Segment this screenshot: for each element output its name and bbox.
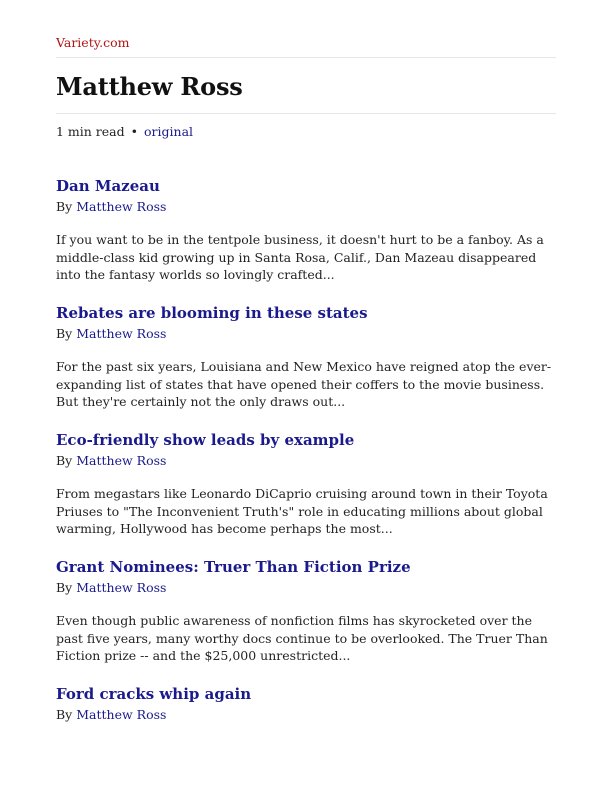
article-excerpt: If you want to be in the tentpole business, it doesn't hurt to be a fanboy. As a middle-class kid growing up in Santa Rosa, Calif., Dan Mazeau disappeared into the fantasy worlds so lovingly crafted... bbox=[56, 232, 544, 283]
byline-prefix: By bbox=[56, 199, 73, 214]
title-section bbox=[56, 58, 556, 114]
article-item bbox=[56, 303, 556, 430]
author-link[interactable]: Matthew Ross bbox=[76, 707, 167, 722]
byline bbox=[56, 326, 556, 342]
article-excerpt: From megastars like Leonardo DiCaprio cruising around town in their Toyota Priuses to "The Inconvenient Truth's" role in educating millions about global warming, Hollywood has become perhaps the most... bbox=[56, 486, 548, 537]
site-link[interactable]: Variety.com bbox=[56, 35, 130, 50]
byline-prefix: By bbox=[56, 453, 73, 468]
article-title-link[interactable]: Rebates are blooming in these states bbox=[56, 304, 368, 322]
article-item bbox=[56, 557, 556, 684]
byline bbox=[56, 707, 556, 723]
byline-prefix: By bbox=[56, 707, 73, 722]
article-title-link[interactable]: Dan Mazeau bbox=[56, 177, 160, 195]
original-link[interactable]: original bbox=[144, 124, 194, 139]
article-title-link[interactable]: Ford cracks whip again bbox=[56, 685, 252, 703]
byline-prefix: By bbox=[56, 326, 73, 341]
author-link[interactable]: Matthew Ross bbox=[76, 453, 167, 468]
article-title-link[interactable]: Grant Nominees: Truer Than Fiction Prize bbox=[56, 558, 411, 576]
byline bbox=[56, 199, 556, 215]
article-excerpt: Even though public awareness of nonfiction films has skyrocketed over the past five years, many worthy docs continue to be overlooked. The Truer Than Fiction prize -- and the $25,000 unrestricted... bbox=[56, 613, 548, 664]
byline bbox=[56, 580, 556, 596]
article-excerpt: For the past six years, Louisiana and New Mexico have reigned atop the ever-expanding list of states that have opened their coffers to the movie business. But they're certainly not the only draws out... bbox=[56, 359, 552, 410]
article-item bbox=[56, 430, 556, 557]
article-item bbox=[56, 684, 556, 723]
meta-separator: • bbox=[130, 124, 139, 139]
site-header bbox=[56, 0, 556, 58]
byline bbox=[56, 453, 556, 469]
read-time: 1 min read bbox=[56, 124, 125, 139]
byline-prefix: By bbox=[56, 580, 73, 595]
author-link[interactable]: Matthew Ross bbox=[76, 199, 167, 214]
article-meta bbox=[56, 114, 556, 176]
page-title: Matthew Ross bbox=[56, 72, 243, 101]
article-title-link[interactable]: Eco-friendly show leads by example bbox=[56, 431, 355, 449]
author-link[interactable]: Matthew Ross bbox=[76, 580, 167, 595]
author-link[interactable]: Matthew Ross bbox=[76, 326, 167, 341]
article-item bbox=[56, 176, 556, 303]
